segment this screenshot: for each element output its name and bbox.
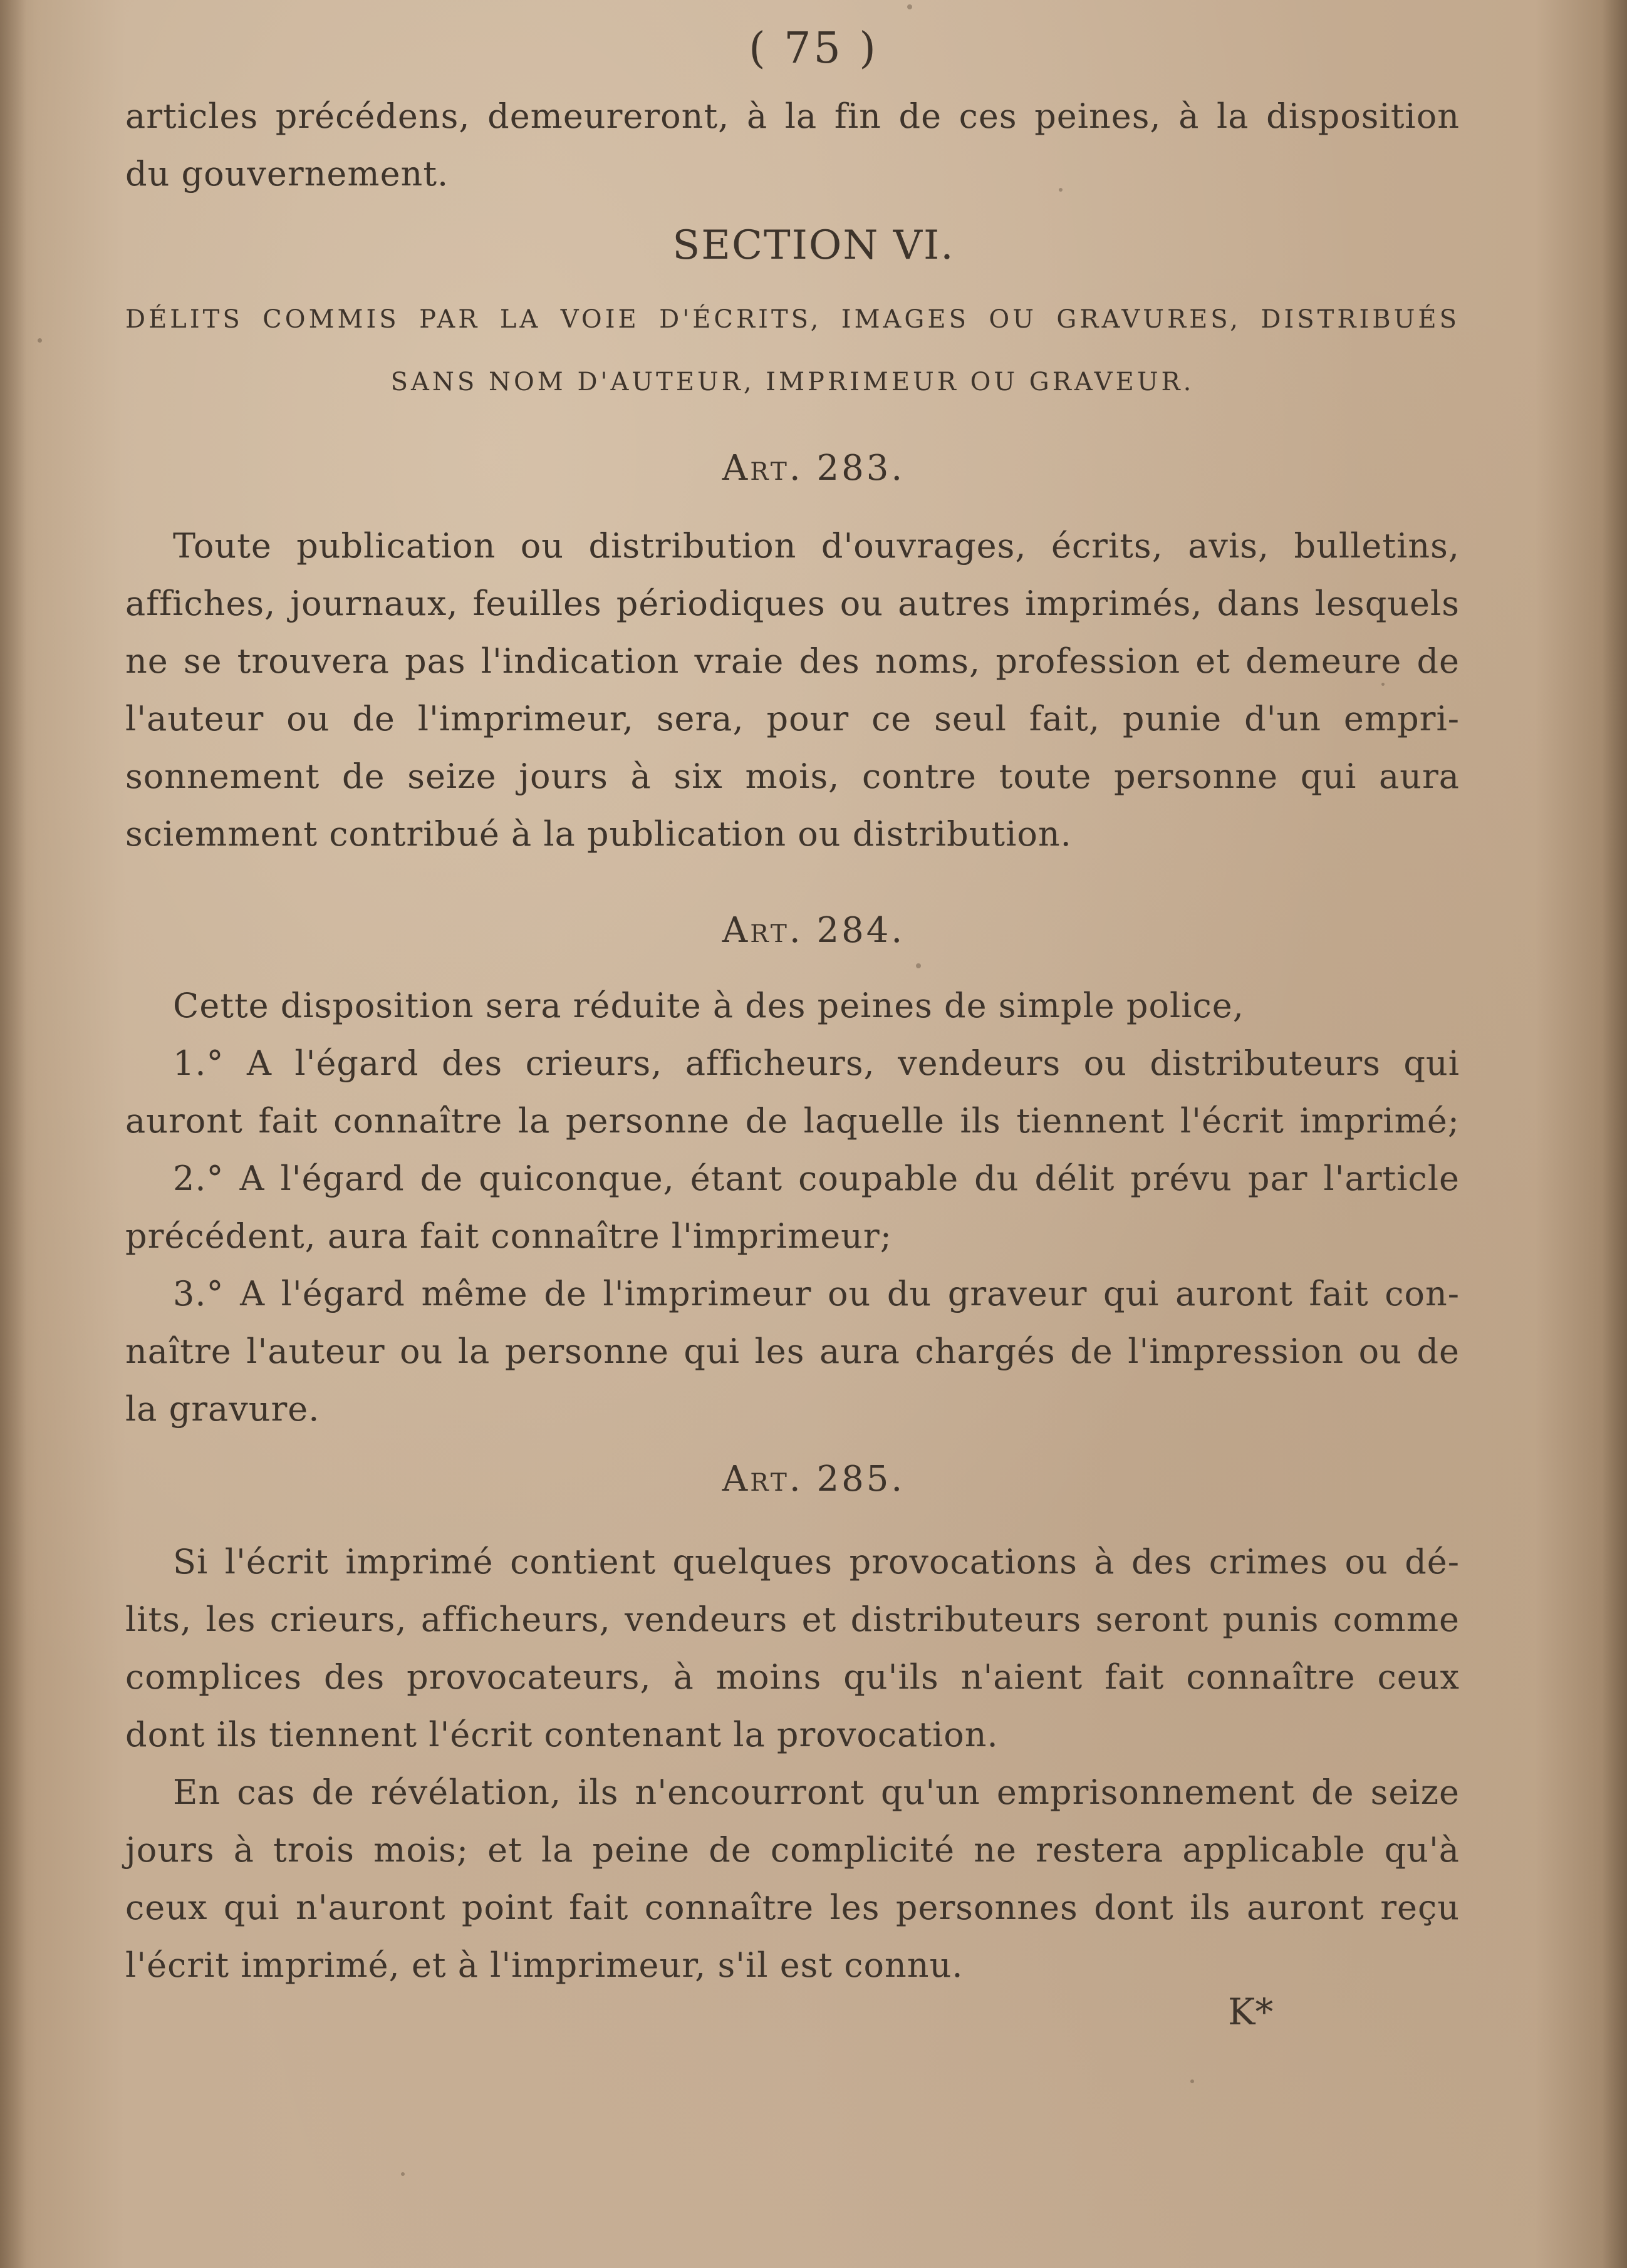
page-edge-shadow	[1602, 0, 1627, 2268]
text-line: auront fait connaître la personne de laquelle ils tiennent l'écrit imprimé;	[125, 1101, 1460, 1141]
paper-speck	[1059, 188, 1063, 192]
article-heading: Art. 285.	[722, 1459, 905, 1499]
text-line: sonnement de seize jours à six mois, contre toute personne qui aura	[125, 757, 1460, 796]
article-284-text	[125, 977, 1460, 1438]
text-line: complices des provocateurs, à moins qu'ils n'aient fait connaître ceux	[125, 1657, 1460, 1697]
article-283-text	[125, 517, 1460, 863]
paper-speck	[916, 963, 921, 968]
text-line: affiches, journaux, feuilles périodiques ou autres imprimés, dans lesquels	[125, 584, 1460, 623]
text-line: la gravure.	[125, 1389, 320, 1429]
page-gutter-shadow	[0, 0, 26, 2268]
section-title: SECTION VI.	[672, 222, 955, 269]
page-number: ( 75 )	[749, 24, 878, 73]
section-subtitle-line: SANS NOM D'AUTEUR, IMPRIMEUR OU GRAVEUR.	[390, 368, 1195, 396]
text-line: articles précédens, demeureront, à la fin de ces peines, à la disposition	[125, 96, 1460, 136]
text-line: ceux qui n'auront point fait connaître les personnes dont ils auront reçu	[125, 1888, 1460, 1927]
text-line: Cette disposition sera réduite à des peines de simple police,	[173, 986, 1244, 1025]
text-line: Toute publication ou distribution d'ouvrages, écrits, avis, bulletins,	[173, 526, 1460, 566]
text-line: du gouvernement.	[125, 154, 449, 194]
section-subtitle	[125, 288, 1460, 413]
text-line: jours à trois mois; et la peine de complicité ne restera applicable qu'à	[125, 1830, 1460, 1870]
article-heading: Art. 284.	[722, 910, 905, 951]
text-line: précédent, aura fait connaître l'imprimeur;	[125, 1216, 892, 1256]
text-line: l'écrit imprimé, et à l'imprimeur, s'il est connu.	[125, 1945, 964, 1985]
text-line: 1.° A l'égard des crieurs, afficheurs, vendeurs ou distributeurs qui	[173, 1043, 1460, 1083]
article-heading: Art. 283.	[722, 448, 905, 489]
text-line: l'auteur ou de l'imprimeur, sera, pour ce seul fait, punie d'un empri-	[125, 699, 1460, 738]
paper-speck	[1381, 683, 1385, 686]
opening-paragraph	[125, 88, 1460, 203]
text-line: lits, les crieurs, afficheurs, vendeurs et distributeurs seront punis comme	[125, 1600, 1460, 1639]
article-285-text	[125, 1533, 1460, 1994]
paper-speck	[1190, 2079, 1194, 2083]
text-line: ne se trouvera pas l'indication vraie des noms, profession et demeure de	[125, 641, 1460, 681]
paper-speck	[907, 4, 912, 9]
section-subtitle-line: DÉLITS COMMIS PAR LA VOIE D'ÉCRITS, IMAGES OU GRAVURES, DISTRIBUÉS	[125, 305, 1460, 334]
paper-speck	[401, 2172, 405, 2176]
paper-speck	[38, 338, 42, 343]
text-line: Si l'écrit imprimé contient quelques provocations à des crimes ou dé-	[173, 1542, 1460, 1582]
text-line: naître l'auteur ou la personne qui les aura chargés de l'impression ou de	[125, 1332, 1460, 1371]
signature-mark: K*	[1228, 1991, 1274, 2033]
text-line: 3.° A l'égard même de l'imprimeur ou du graveur qui auront fait con-	[173, 1274, 1460, 1313]
text-line: sciemment contribué à la publication ou distribution.	[125, 814, 1072, 854]
text-line: dont ils tiennent l'écrit contenant la provocation.	[125, 1715, 999, 1754]
text-line: En cas de révélation, ils n'encourront qu'un emprisonnement de seize	[173, 1773, 1460, 1812]
text-line: 2.° A l'égard de quiconque, étant coupable du délit prévu par l'article	[173, 1159, 1460, 1198]
